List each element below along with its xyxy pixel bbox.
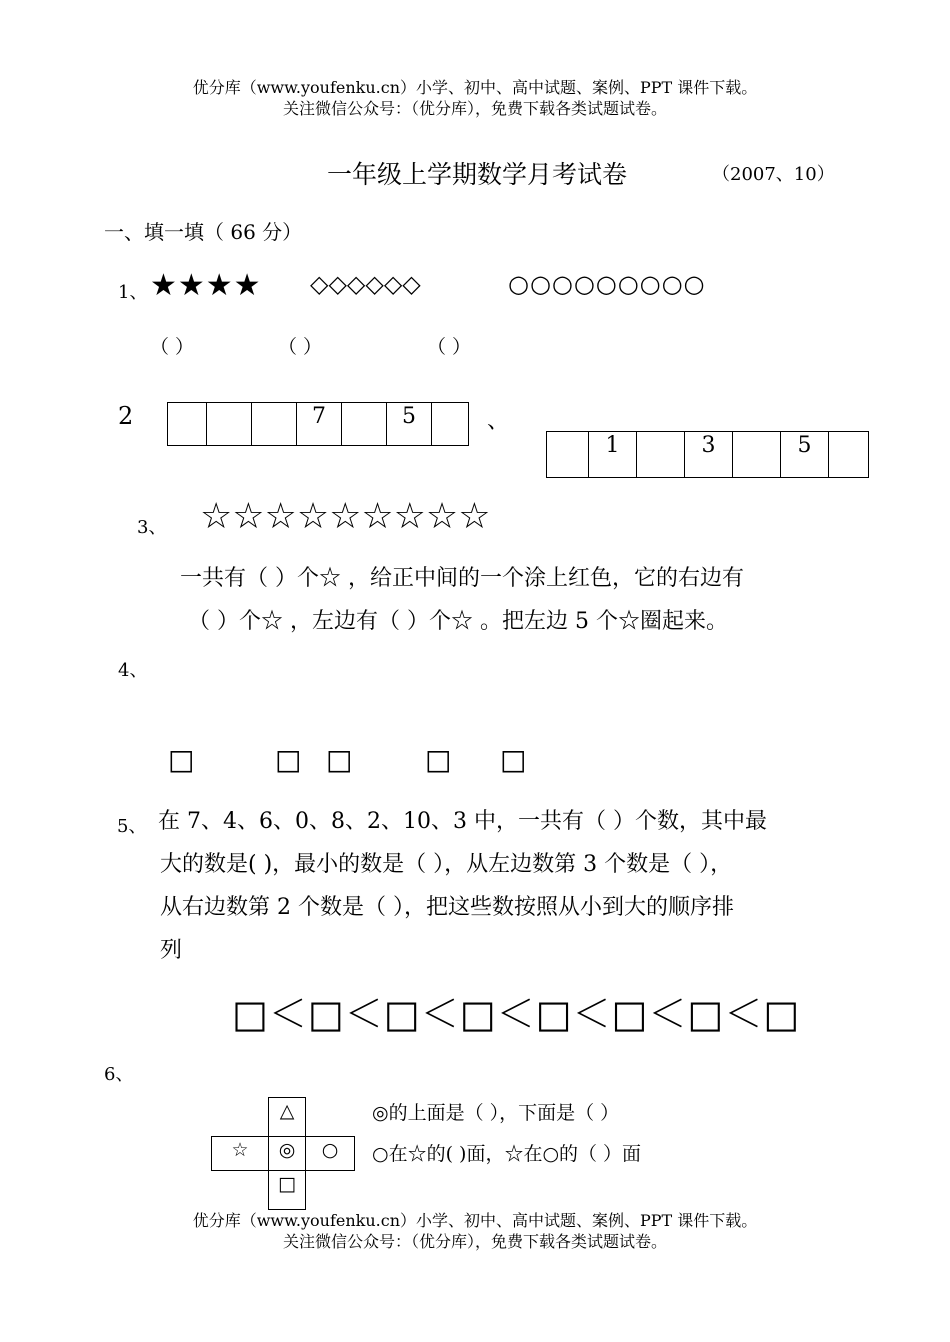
q5-number: 5、: [117, 816, 147, 837]
q3-text-line-1: 一共有（ ）个☆ ，给正中间的一个涂上红色，它的右边有: [180, 566, 744, 591]
q1-diamonds: ◇◇◇◇◇◇: [310, 270, 421, 298]
q1-circles: ○○○○○○○○○: [508, 270, 706, 298]
q2-row1-cell: [342, 403, 387, 446]
q1-answer-3: （ ）: [427, 336, 472, 358]
q6-center-cell: ◎: [268, 1136, 306, 1171]
q2-row2-cell: 1: [589, 432, 637, 478]
q3-text-line-2: （ ）个☆ ，左边有（ ）个☆ 。把左边 5 个☆圈起来。: [188, 609, 728, 634]
q2-number-row-2: [546, 431, 869, 478]
q4-box: □: [326, 743, 353, 776]
q6-text-line-1: ◎的上面是（ ），下面是（ ）: [372, 1102, 620, 1124]
q4-box: □: [425, 743, 452, 776]
q2-row1-cell: [432, 403, 469, 446]
q5-text-line-1: 在 7、4、6、0、8、2、10、3 中，一共有（ ）个数，其中最: [158, 809, 767, 834]
q4-number: 4、: [118, 660, 148, 681]
q5-text-line-2: 大的数是( )，最小的数是（ ），从左边数第 3 个数是（ ），: [160, 852, 733, 877]
title-date: （2007、10）: [712, 164, 835, 185]
q2-number-row-1: [167, 402, 469, 446]
q5-ordering-boxes: □＜□＜□＜□＜□＜□＜□＜□: [232, 992, 801, 1036]
q2-separator: 、: [487, 409, 510, 434]
q2-row2-cell: [733, 432, 781, 478]
footer-line-1: 优分库（www.youfenku.cn）小学、初中、高中试题、案例、PPT 课件下载。: [192, 1211, 758, 1230]
q3-number: 3、: [137, 517, 167, 538]
q2-row2-cell: [547, 432, 589, 478]
q2-row1-cell: 7: [297, 403, 342, 446]
footer-line-2: 关注微信公众号：（优分库），免费下载各类试题试卷。: [282, 1232, 667, 1251]
q2-row1-cell: [252, 403, 297, 446]
q4-box: □: [275, 743, 302, 776]
q6-number: 6、: [104, 1064, 134, 1085]
q6-top-cell: △: [268, 1097, 306, 1137]
q2-row2-cell: 5: [781, 432, 829, 478]
section-heading: 一、填一填（ 66 分）: [104, 220, 303, 244]
q3-white-stars: ☆☆☆☆☆☆☆☆☆: [200, 496, 491, 537]
page-title: 一年级上学期数学月考试卷: [327, 160, 628, 189]
q6-bottom-cell: □: [268, 1170, 306, 1210]
q1-black-stars: ★★★★: [150, 268, 262, 303]
q2-row1-cell: [168, 403, 207, 446]
q5-text-line-4: 列: [160, 938, 183, 963]
q1-number: 1、: [118, 282, 148, 303]
header-line-2: 关注微信公众号：（优分库），免费下载各类试题试卷。: [282, 99, 667, 118]
q1-answer-1: （ ）: [150, 336, 195, 358]
q2-row2-cell: 3: [685, 432, 733, 478]
q2-row2-cell: [829, 432, 869, 478]
q1-answer-2: （ ）: [278, 336, 323, 358]
header-line-1: 优分库（www.youfenku.cn）小学、初中、高中试题、案例、PPT 课件下载。: [192, 78, 758, 97]
q2-row1-cell: [207, 403, 252, 446]
q5-text-line-3: 从右边数第 2 个数是（ ），把这些数按照从小到大的顺序排: [160, 895, 734, 920]
q2-row2-cell: [637, 432, 685, 478]
q4-box: □: [500, 743, 527, 776]
q6-right-cell: ○: [305, 1136, 355, 1171]
q2-number: 2: [118, 402, 134, 430]
q4-box: □: [168, 743, 195, 776]
q6-left-cell: ☆: [211, 1136, 269, 1171]
q6-text-line-2: ○在☆的( )面，☆在○的（ ）面: [372, 1143, 642, 1165]
q2-row1-cell: 5: [387, 403, 432, 446]
